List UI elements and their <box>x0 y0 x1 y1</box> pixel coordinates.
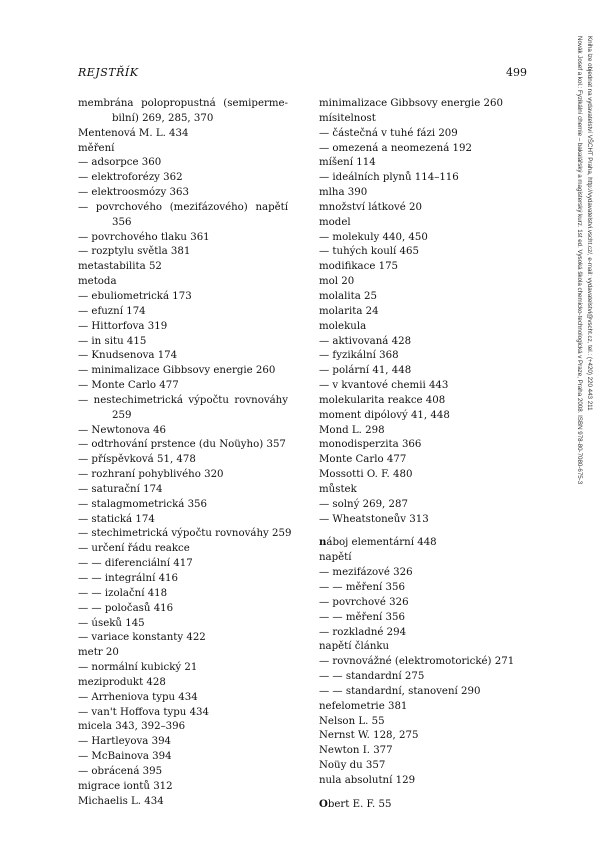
index-entry-text: membrána polopropustná (semiperme- <box>78 98 288 109</box>
index-entry: Monte Carlo 477 <box>319 454 407 466</box>
index-entry: — rovnovážné (elektromotorické) 271 <box>319 656 515 668</box>
index-entry: migrace iontů 312 <box>78 780 173 792</box>
index-entry-continuation: 259 <box>112 409 132 421</box>
index-entry: — Knudsenova 174 <box>78 350 178 362</box>
index-entry: Nelson L. 55 <box>319 715 385 727</box>
index-entry: — — standardní, stanovení 290 <box>319 685 481 697</box>
index-entry: Mond L. 298 <box>319 424 385 436</box>
index-entry: mísitelnost <box>319 112 376 124</box>
index-entry: mlha 390 <box>319 187 368 199</box>
index-entry: — rozkladné 294 <box>319 626 407 638</box>
index-entry: — stechimetrická výpočtu rovnováhy 259 <box>78 528 292 540</box>
index-entry: — saturační 174 <box>78 483 163 495</box>
index-entry: Mossotti O. F. 480 <box>319 469 413 481</box>
index-entry: — rozptylu světla 381 <box>78 246 191 258</box>
index-entry: — — standardní 275 <box>319 671 425 683</box>
index-entry: — Wheatstoneův 313 <box>319 513 429 525</box>
index-entry: měření <box>78 142 115 154</box>
index-entry: množství látkové 20 <box>319 201 423 213</box>
index-entry: meziprodukt 428 <box>78 676 166 688</box>
index-entry: — rozhraní pohyblivého 320 <box>78 469 224 481</box>
index-entry-continuation: 356 <box>112 216 132 228</box>
index-entry: — povrchového tlaku 361 <box>78 231 210 243</box>
index-entry: — mezifázové 326 <box>319 567 413 579</box>
index-entry <box>319 797 519 813</box>
index-entry <box>78 394 288 424</box>
index-entry: — povrchové 326 <box>319 596 409 608</box>
copyright-side-note <box>566 32 600 672</box>
index-entry: — van't Hoffova typu 434 <box>78 706 210 718</box>
index-entry: — ideálních plynů 114–116 <box>319 172 459 184</box>
index-entry: molalita 25 <box>319 290 378 302</box>
index-entry: — fyzikální 368 <box>319 350 399 362</box>
index-entry: metoda <box>78 276 117 288</box>
index-entry: minimalizace Gibbsovy energie 260 <box>319 98 503 109</box>
index-entry: — příspěvková 51, 478 <box>78 454 196 466</box>
index-entry: — Hittorfova 319 <box>78 320 168 332</box>
index-entry: — — měření 356 <box>319 582 405 593</box>
index-entry: — normální kubický 21 <box>78 662 198 674</box>
index-entry: — statická 174 <box>78 513 155 525</box>
section-initial-letter: n <box>319 536 327 549</box>
index-entry: — aktivovaná 428 <box>319 335 412 347</box>
index-entry: — molekuly 440, 450 <box>319 231 428 243</box>
index-entry: modifikace 175 <box>319 261 399 273</box>
index-entry-text: bert E. F. 55 <box>327 798 392 810</box>
index-entry: — — diferenciální 417 <box>78 558 193 570</box>
index-entry: — — poločasů 416 <box>78 602 174 614</box>
index-entry: — určení řádu reakce <box>78 543 190 555</box>
index-entry: monodisperzita 366 <box>319 439 422 451</box>
running-header-title: REJSTŘÍK <box>78 66 139 79</box>
index-entry: — omezená a neomezená 192 <box>319 142 472 154</box>
index-entry-continuation: bilní) 269, 285, 370 <box>112 112 214 124</box>
index-entry: — Arrheniova typu 434 <box>78 691 198 703</box>
index-entry-text: — nestechimetrická výpočtu rovnováhy <box>78 394 288 406</box>
index-entry <box>78 201 288 231</box>
index-entry: moment dipólový 41, 448 <box>319 409 450 421</box>
index-entry: — elektroosmózy 363 <box>78 187 189 199</box>
index-entry: — elektroforézy 362 <box>78 172 183 184</box>
index-entry: — — integrální 416 <box>78 573 179 584</box>
index-entry: — ebuliometrická 173 <box>78 290 192 302</box>
index-entry: — Hartleyova 394 <box>78 736 172 748</box>
index-entry: napětí článku <box>319 641 390 653</box>
index-column-left <box>78 97 292 810</box>
section-initial-letter: O <box>319 797 328 810</box>
index-entry: — stalagmometrická 356 <box>78 498 208 510</box>
index-entry: — — měření 356 <box>319 611 405 623</box>
index-entry: — Newtonova 46 <box>78 424 167 436</box>
index-entry: — úseků 145 <box>78 617 145 629</box>
index-entry: micela 343, 392–396 <box>78 721 186 733</box>
side-note-line-1: Novák Josef a kol.: Fyzikální chemie – bakalářský a magisterský kurz. 1st ed. Vysoká škola chemicko-technologická v Praze, Praha 2008. ISBN 978-80-7080-675-3 <box>576 36 583 485</box>
index-entry: — efuzní 174 <box>78 305 146 317</box>
index-entry: molarita 24 <box>319 305 379 317</box>
index-entry: napětí <box>319 552 352 564</box>
index-entry: Michaelis L. 434 <box>78 795 164 807</box>
index-entry: metr 20 <box>78 647 119 659</box>
index-entry: metastabilita 52 <box>78 261 162 273</box>
index-entry: — částečná v tuhé fázi 209 <box>319 127 458 139</box>
letter-gap <box>319 789 519 797</box>
index-entry: — odtrhování prstence (du Noüyho) 357 <box>78 439 286 451</box>
index-entry: — obrácená 395 <box>78 765 163 777</box>
index-entry: molekula <box>319 320 367 332</box>
index-entry: — solný 269, 287 <box>319 498 408 510</box>
index-entry: — variace konstanty 422 <box>78 632 206 644</box>
index-entry: — McBainova 394 <box>78 751 172 763</box>
index-entry: molekularita reakce 408 <box>319 394 446 406</box>
index-entry: — minimalizace Gibbsovy energie 260 <box>78 365 276 377</box>
index-entry: nefelometrie 381 <box>319 700 408 712</box>
index-entry: model <box>319 216 351 228</box>
index-entry-text: áboj elementární 448 <box>326 537 437 549</box>
index-entry: Nernst W. 128, 275 <box>319 730 419 742</box>
index-entry: — polární 41, 448 <box>319 365 412 377</box>
letter-gap <box>319 527 519 535</box>
index-entry: — adsorpce 360 <box>78 157 162 169</box>
index-entry: nula absolutní 129 <box>319 774 416 786</box>
index-entry: — v kvantové chemii 443 <box>319 380 449 392</box>
index-entry-text: — povrchového (mezifázového) napětí <box>78 201 288 213</box>
index-entry <box>319 535 519 551</box>
index-entry: Noüy du 357 <box>319 760 386 772</box>
index-entry: Mentenová M. L. 434 <box>78 127 189 139</box>
index-entry: — — izolační 418 <box>78 587 168 599</box>
index-entry: — in situ 415 <box>78 335 147 347</box>
index-entry: mol 20 <box>319 276 355 288</box>
index-entry <box>78 97 288 127</box>
side-note-line-2: Kniha lze objednat na vydavatelství VŠCHT Praha, http://vydavatelstvi.vscht.cz/, e-mail: vydavatelstvi@vscht.cz, tel.: (+420) 220 443 211 <box>586 36 593 411</box>
page-number: 499 <box>506 66 527 79</box>
index-entry: Newton I. 377 <box>319 745 393 757</box>
index-entry: — tuhých koulí 465 <box>319 246 419 258</box>
index-entry: můstek <box>319 483 357 495</box>
index-entry: míšení 114 <box>319 157 376 169</box>
index-entry: — Monte Carlo 477 <box>78 380 179 392</box>
index-column-right <box>319 97 519 813</box>
